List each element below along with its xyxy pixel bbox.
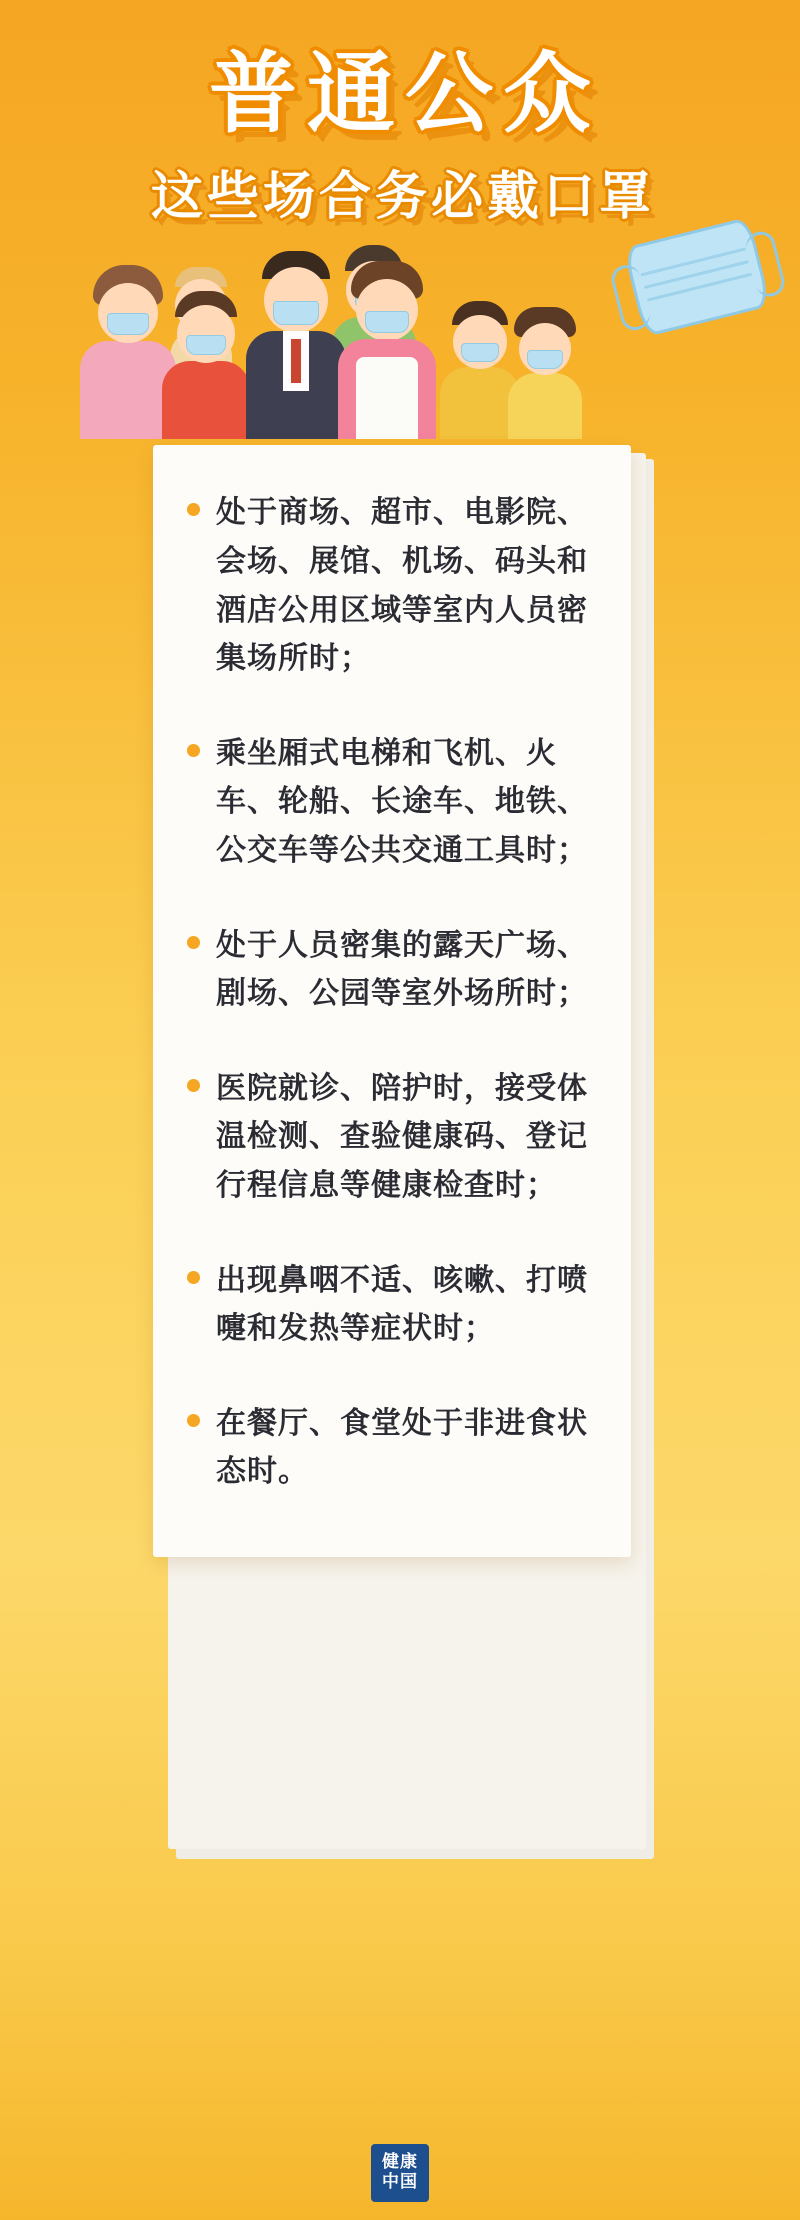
apron [356, 357, 418, 439]
bullet-icon [187, 1271, 200, 1284]
head [356, 279, 418, 341]
list-item-text: 处于人员密集的露天广场、剧场、公园等室外场所时； [216, 927, 588, 1012]
bullet-icon [187, 744, 200, 757]
list-item [187, 1400, 597, 1497]
face-mask [461, 343, 499, 362]
list-item [187, 1065, 597, 1211]
list-item [187, 730, 597, 876]
bullet-icon [187, 1079, 200, 1092]
page-header [0, 0, 800, 229]
bullet-icon [187, 1414, 200, 1427]
person-boy-red [162, 291, 250, 439]
header-illustration [0, 239, 800, 439]
list-item-text: 出现鼻咽不适、咳嗽、打喷嚏和发热等症状时； [216, 1262, 588, 1347]
torso [508, 373, 582, 439]
person-man-suit [246, 251, 346, 439]
torso [162, 361, 250, 439]
list-item-text: 医院就诊、陪护时，接受体温检测、查验健康码、登记行程信息等健康检查时； [216, 1070, 588, 1203]
head [453, 315, 507, 369]
list-item [187, 922, 597, 1019]
mask-pleats [640, 248, 754, 313]
list-item-text: 乘坐厢式电梯和飞机、火车、轮船、长途车、地铁、公交车等公共交通工具时； [216, 735, 588, 868]
content-card [153, 445, 631, 1557]
face-mask [365, 311, 409, 333]
face-mask [107, 313, 149, 335]
head [519, 323, 571, 375]
page-title: 普通公众 [208, 42, 601, 145]
face-mask [527, 350, 563, 369]
list-item-text: 处于商场、超市、电影院、会场、展馆、机场、码头和酒店公用区域等室内人员密集场所时； [216, 495, 588, 677]
head [177, 305, 235, 363]
list-item [187, 1257, 597, 1354]
page-subtitle: 这些场合务必戴口罩 [150, 167, 655, 228]
content-card-stack [0, 445, 800, 1557]
footer [0, 2144, 800, 2202]
torso [338, 339, 436, 439]
face-mask [186, 335, 226, 355]
people-group-illustration [70, 239, 590, 439]
head [98, 283, 158, 343]
face-mask [273, 301, 319, 325]
person-girl-pigtails [508, 307, 582, 439]
torso [246, 331, 346, 439]
healthy-china-logo [371, 2144, 429, 2202]
logo-line-1: 健康 [382, 2152, 418, 2173]
necktie [291, 339, 301, 383]
bullet-icon [187, 503, 200, 516]
head [264, 267, 328, 333]
list-item [187, 489, 597, 683]
bullet-icon [187, 936, 200, 949]
person-woman-apron [338, 261, 436, 439]
surgical-mask-icon [623, 217, 771, 338]
logo-line-2: 中国 [382, 2172, 418, 2192]
list-item-text: 在餐厅、食堂处于非进食状态时。 [216, 1405, 588, 1490]
